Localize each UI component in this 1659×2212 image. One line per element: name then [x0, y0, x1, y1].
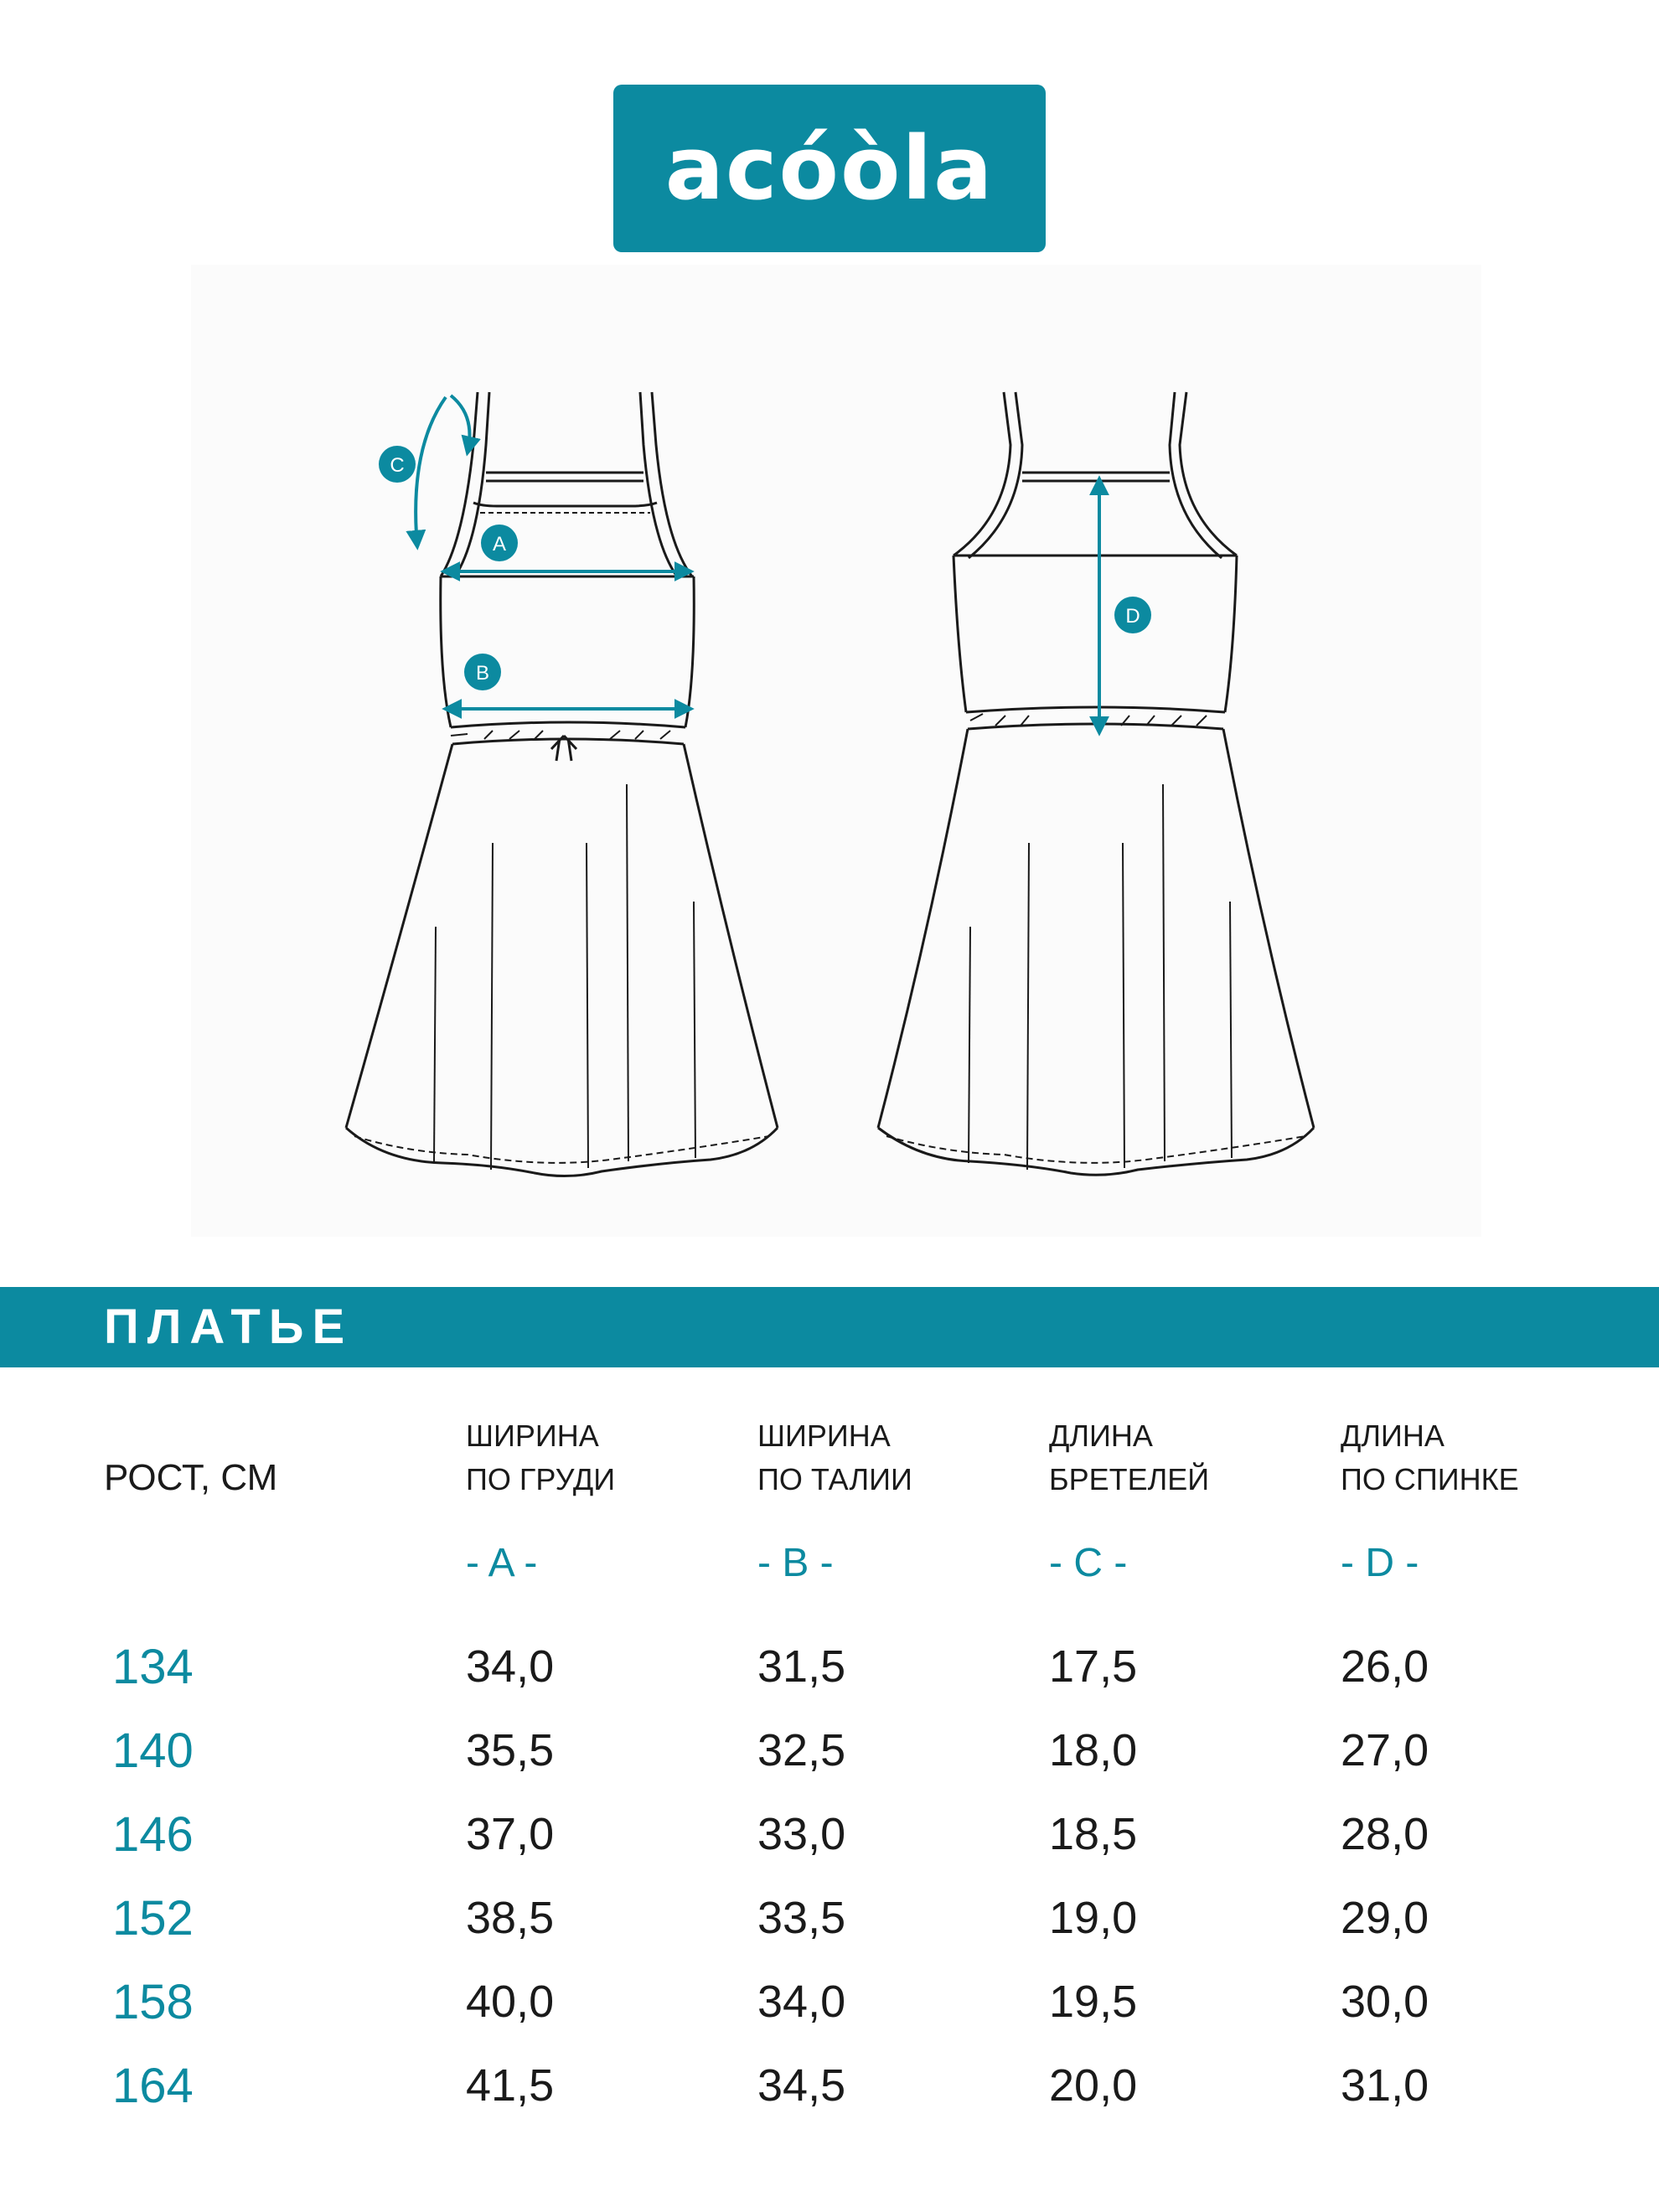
col-d-letter: - D - — [1341, 1541, 1419, 1585]
col-a-header-line1: ШИРИНА — [466, 1419, 599, 1453]
row-cell-c: 18,0 — [1049, 1725, 1138, 1775]
dress-back-view — [878, 392, 1314, 1175]
row-cell-a: 34,0 — [466, 1641, 555, 1692]
row-cell-c: 17,5 — [1049, 1641, 1138, 1692]
marker-b — [464, 654, 501, 690]
row-cell-b: 31,5 — [757, 1641, 846, 1692]
row-cell-c: 19,0 — [1049, 1893, 1138, 1943]
col-b-header-line2: ПО ТАЛИИ — [757, 1462, 912, 1496]
row-cell-a: 37,0 — [466, 1809, 555, 1859]
dress-sketch — [191, 265, 1481, 1237]
marker-d-label: D — [1125, 605, 1140, 628]
row-rost: 146 — [112, 1807, 194, 1862]
row-cell-b: 33,5 — [757, 1893, 846, 1943]
marker-c-label: C — [390, 454, 405, 477]
marker-a-label: A — [492, 533, 507, 556]
product-title: ПЛАТЬЕ — [104, 1300, 354, 1354]
col-d-header-line2: ПО СПИНКЕ — [1341, 1462, 1519, 1496]
row-cell-a: 40,0 — [466, 1977, 555, 2027]
dress-front-view — [346, 392, 778, 1176]
row-cell-c: 19,5 — [1049, 1977, 1138, 2027]
col-b-letter: - B - — [757, 1541, 834, 1585]
row-rost: 134 — [112, 1640, 194, 1694]
row-cell-c: 20,0 — [1049, 2060, 1138, 2111]
row-rost: 164 — [112, 2059, 194, 2113]
row-cell-c: 18,5 — [1049, 1809, 1138, 1859]
brand-logo-text: acóòla — [664, 117, 995, 220]
row-cell-b: 34,0 — [757, 1977, 846, 2027]
marker-d — [1114, 597, 1151, 633]
row-cell-d: 30,0 — [1341, 1977, 1429, 2027]
marker-c — [379, 446, 416, 483]
row-cell-b: 33,0 — [757, 1809, 846, 1859]
row-rost: 140 — [112, 1724, 194, 1778]
row-rost: 152 — [112, 1891, 194, 1946]
row-cell-a: 41,5 — [466, 2060, 555, 2111]
row-cell-d: 31,0 — [1341, 2060, 1429, 2111]
marker-b-label: B — [475, 662, 490, 685]
row-cell-b: 34,5 — [757, 2060, 846, 2111]
col-b-header-line1: ШИРИНА — [757, 1419, 891, 1453]
brand-logo — [613, 85, 1046, 252]
row-cell-d: 28,0 — [1341, 1809, 1429, 1859]
row-cell-b: 32,5 — [757, 1725, 846, 1775]
col-c-letter: - C - — [1049, 1541, 1128, 1585]
product-title-band — [0, 1287, 1659, 1367]
row-cell-a: 35,5 — [466, 1725, 555, 1775]
row-cell-d: 27,0 — [1341, 1725, 1429, 1775]
row-cell-d: 26,0 — [1341, 1641, 1429, 1692]
col-c-header-line1: ДЛИНА — [1049, 1419, 1153, 1453]
rost-header: РОСТ, СМ — [104, 1457, 278, 1498]
technical-drawing — [191, 265, 1481, 1237]
row-cell-a: 38,5 — [466, 1893, 555, 1943]
col-d-header-line1: ДЛИНА — [1341, 1419, 1445, 1453]
row-cell-d: 29,0 — [1341, 1893, 1429, 1943]
col-a-letter: - A - — [466, 1541, 538, 1585]
col-a-header-line2: ПО ГРУДИ — [466, 1462, 616, 1496]
col-c-header-line2: БРЕТЕЛЕЙ — [1049, 1462, 1210, 1496]
marker-a — [481, 525, 518, 561]
row-rost: 158 — [112, 1975, 194, 2029]
